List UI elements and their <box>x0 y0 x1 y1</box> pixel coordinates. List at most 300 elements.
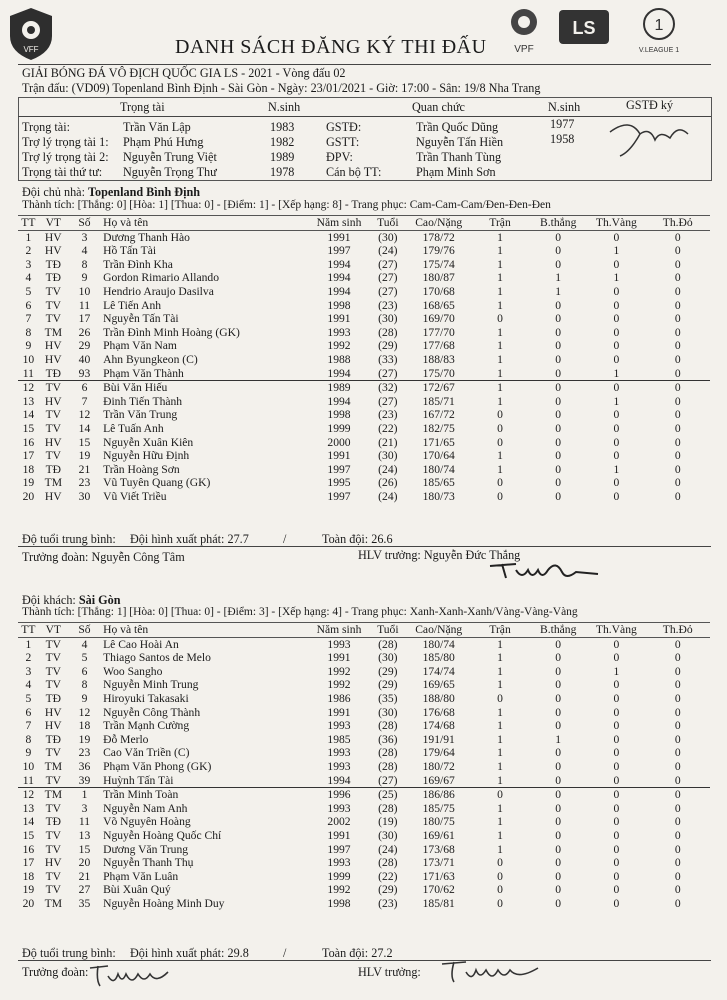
table-cell: (27) <box>378 773 398 787</box>
table-cell: 0 <box>674 257 681 271</box>
table-cell: 1991 <box>327 449 351 463</box>
table-cell: 0 <box>497 489 503 503</box>
table-cell: 1997 <box>327 489 351 503</box>
table-cell: TV <box>45 421 62 435</box>
table-cell: 13 <box>22 801 35 815</box>
home-team-name: Topenland Bình Định <box>88 185 201 199</box>
table-cell: 185/80 <box>422 651 455 665</box>
table-cell: TV <box>45 408 62 422</box>
table-cell: 1992 <box>327 664 351 678</box>
table-cell: 0 <box>674 476 681 490</box>
table-cell: (25) <box>369 788 406 802</box>
table-cell: 0 <box>555 746 562 760</box>
table-cell: 11 <box>78 298 91 312</box>
table-row <box>18 490 710 504</box>
svg-text:1: 1 <box>654 17 664 34</box>
table-cell: 1 <box>497 271 503 285</box>
table-cell: 21 <box>78 462 91 476</box>
table-cell: 1 <box>613 462 620 476</box>
away-manager: Trưởng đoàn: <box>22 965 89 979</box>
table-cell: Huỳnh Tấn Tài <box>103 773 174 787</box>
table-row <box>18 476 710 490</box>
table-cell: 0 <box>613 719 620 733</box>
table-cell: 0 <box>674 394 681 408</box>
table-cell: 0 <box>555 449 562 463</box>
table-cell: 0 <box>555 366 562 380</box>
table-cell: 0 <box>613 230 620 244</box>
table-cell: Nguyễn Hữu Định <box>103 449 190 463</box>
table-cell: HV <box>44 394 62 408</box>
table-row <box>18 665 710 679</box>
table-header-row <box>18 623 710 638</box>
staff-role: GSTĐ: <box>326 120 362 134</box>
table-cell: 1 <box>613 366 620 380</box>
table-cell: 1998 <box>327 408 351 422</box>
table-cell: TV <box>45 678 62 692</box>
table-cell: Nguyễn Hoàng Quốc Chí <box>103 828 222 842</box>
table-cell: 18 <box>78 719 91 733</box>
table-row <box>18 395 710 409</box>
table-cell: 1999 <box>327 869 351 883</box>
table-cell: (29) <box>378 664 398 678</box>
table-cell: 6 <box>25 705 32 719</box>
table-cell: 0 <box>674 284 681 298</box>
table-cell: 9 <box>81 271 88 285</box>
table-cell: Hendrio Araujo Dasilva <box>103 284 214 298</box>
table-cell: 169/61 <box>422 828 455 842</box>
table-cell: 1 <box>497 801 503 815</box>
table-cell: 5 <box>81 651 88 665</box>
table-cell: 8 <box>25 325 32 339</box>
column-header: Họ và tên <box>101 216 309 231</box>
table-cell: 1 <box>497 746 503 760</box>
away-avg-label: Độ tuổi trung bình: <box>22 946 116 960</box>
home-players-table <box>18 215 710 503</box>
table-cell: 0 <box>555 298 562 312</box>
header-dob: N.sinh <box>268 100 301 114</box>
table-cell: 0 <box>674 856 681 870</box>
table-cell: Dương Văn Trung <box>103 842 189 856</box>
table-cell: 191/91 <box>422 732 455 746</box>
table-cell: 1 <box>497 637 503 651</box>
table-cell: 0 <box>674 896 681 910</box>
table-cell: 0 <box>529 381 587 395</box>
table-cell: 1 <box>497 339 503 353</box>
table-cell: 0 <box>613 298 620 312</box>
table-cell: 185/65 <box>422 476 455 490</box>
table-cell: 23 <box>78 746 91 760</box>
table-cell: 1994 <box>327 394 351 408</box>
table-row <box>18 883 710 897</box>
away-coach: HLV trưởng: <box>358 965 421 979</box>
table-cell: 0 <box>674 815 681 829</box>
referee-name: Nguyễn Trung Việt <box>123 150 217 164</box>
table-cell: Nguyễn Xuân Kiên <box>103 435 194 449</box>
table-cell: (28) <box>378 637 398 651</box>
table-cell: (30) <box>378 828 398 842</box>
table-cell: 3 <box>81 230 88 244</box>
table-cell: Bùi Văn Hiếu <box>101 381 309 395</box>
table-cell: 0 <box>613 691 620 705</box>
table-cell: 0 <box>555 244 562 258</box>
home-coach-signature <box>486 556 606 586</box>
table-row <box>18 312 710 326</box>
table-row <box>18 746 710 760</box>
table-cell: 1993 <box>327 746 351 760</box>
table-cell: (28) <box>378 801 398 815</box>
table-cell: 6 <box>25 298 32 312</box>
table-cell: 0 <box>613 759 620 773</box>
table-cell: Hồ Tấn Tài <box>103 244 157 258</box>
table-cell: Phạm Văn Luân <box>103 869 179 883</box>
match-info: Trận đấu: (VD09) Topenland Bình Định - Sài Gòn - Ngày: 23/01/2021 - Giờ: 17:00 - Sân: 19/8 Nha Trang <box>22 81 541 95</box>
header-referee: Trọng tài <box>120 100 165 114</box>
table-cell: TV <box>45 312 62 326</box>
table-cell: 15 <box>78 842 91 856</box>
table-cell: 0 <box>613 869 620 883</box>
table-cell: (28) <box>378 325 398 339</box>
table-cell: TV <box>45 637 62 651</box>
table-cell: 0 <box>613 828 620 842</box>
table-cell: (22) <box>378 421 398 435</box>
table-cell: 1991 <box>327 828 351 842</box>
table-cell: (24) <box>378 842 398 856</box>
table-row <box>18 678 710 692</box>
referee-role: Trọng tài thứ tư: <box>22 165 103 179</box>
table-cell: 0 <box>674 828 681 842</box>
table-cell: Trần Văn Trung <box>103 408 178 422</box>
table-cell: 39 <box>78 773 91 787</box>
table-cell: 1 <box>613 271 620 285</box>
table-cell: 1 <box>497 462 503 476</box>
table-cell: 0 <box>555 408 562 422</box>
table-cell: 0 <box>674 312 681 326</box>
table-cell: 4 <box>81 637 88 651</box>
table-row <box>18 436 710 450</box>
table-cell: 0 <box>674 705 681 719</box>
table-cell: 188/83 <box>422 352 455 366</box>
table-cell: 1994 <box>327 257 351 271</box>
column-header: Th.Đỏ <box>645 623 710 638</box>
table-row <box>18 733 710 747</box>
table-cell: TM <box>39 788 68 802</box>
table-cell: TM <box>44 759 62 773</box>
table-cell: 1993 <box>327 801 351 815</box>
table-cell: 170/64 <box>422 449 455 463</box>
table-cell: 1993 <box>327 637 351 651</box>
table-cell: TV <box>39 381 68 395</box>
table-cell: 0 <box>613 815 620 829</box>
table-cell: 0 <box>674 651 681 665</box>
column-header: Năm sinh <box>309 216 369 231</box>
table-row <box>18 651 710 665</box>
referee-year: 1982 <box>270 135 295 149</box>
table-cell: Thiago Santos de Melo <box>103 651 211 665</box>
table-cell: 175/70 <box>422 366 455 380</box>
ls-logo-text: LS <box>572 18 596 38</box>
table-row <box>18 870 710 884</box>
table-cell: Võ Nguyên Hoàng <box>103 815 191 829</box>
table-cell: 30 <box>78 489 91 503</box>
table-cell: 19 <box>78 732 91 746</box>
table-cell: 13 <box>22 394 35 408</box>
table-row <box>18 381 710 395</box>
table-cell: 0 <box>555 678 562 692</box>
table-cell: 179/76 <box>422 244 455 258</box>
staff-role: ĐPV: <box>326 150 353 164</box>
table-cell: 0 <box>674 421 681 435</box>
table-cell: 4 <box>25 678 32 692</box>
table-cell: 29 <box>78 339 91 353</box>
table-cell: 1992 <box>327 883 351 897</box>
table-cell: 177/70 <box>422 325 455 339</box>
table-cell: 0 <box>613 732 620 746</box>
table-cell: 35 <box>78 896 91 910</box>
table-cell: 1992 <box>327 678 351 692</box>
table-cell: TV <box>45 828 62 842</box>
table-cell: 1991 <box>327 312 351 326</box>
table-cell: 0 <box>674 773 681 787</box>
table-cell: 8 <box>81 257 88 271</box>
table-cell: 2000 <box>327 435 351 449</box>
referee-role: Trọng tài: <box>22 120 70 134</box>
table-cell: 0 <box>555 435 562 449</box>
table-cell: 7 <box>81 394 88 408</box>
table-cell: (21) <box>378 435 398 449</box>
table-cell: 9 <box>25 746 32 760</box>
table-cell: 0 <box>674 244 681 258</box>
table-cell: 1993 <box>327 759 351 773</box>
table-cell: 172/67 <box>407 381 471 395</box>
away-manager-signature <box>88 960 178 990</box>
table-cell: 1 <box>613 394 620 408</box>
table-cell: 1999 <box>327 421 351 435</box>
table-cell: 169/70 <box>422 312 455 326</box>
table-cell: 0 <box>555 691 562 705</box>
table-cell: 0 <box>613 257 620 271</box>
table-cell: 1997 <box>327 842 351 856</box>
table-cell: (24) <box>378 489 398 503</box>
table-row <box>18 230 710 244</box>
table-cell: 0 <box>613 856 620 870</box>
table-cell: (27) <box>378 394 398 408</box>
table-cell: 3 <box>25 664 32 678</box>
referee-year: 1978 <box>270 165 295 179</box>
table-cell: 182/75 <box>422 421 455 435</box>
table-cell: 16 <box>22 842 35 856</box>
table-cell: 0 <box>555 705 562 719</box>
table-cell: 0 <box>674 230 681 244</box>
page-title: DANH SÁCH ĐĂNG KÝ THI ĐẤU <box>175 36 487 58</box>
column-header: Tuổi <box>369 623 406 638</box>
table-cell: HV <box>44 435 62 449</box>
table-cell: 0 <box>587 788 645 802</box>
table-cell: 1 <box>613 664 620 678</box>
staff-name: Nguyễn Tấn Hiền <box>416 135 504 149</box>
table-cell: 174/74 <box>422 664 455 678</box>
table-cell: HV <box>44 705 62 719</box>
table-cell: Nguyễn Thanh Thụ <box>103 856 194 870</box>
table-cell: (29) <box>378 678 398 692</box>
table-cell: Woo Sangho <box>103 664 163 678</box>
table-cell: 0 <box>555 773 562 787</box>
table-row <box>18 692 710 706</box>
table-cell: 8 <box>25 732 32 746</box>
table-cell: Phạm Văn Nam <box>103 339 177 353</box>
header-dob2: N.sinh <box>548 100 581 114</box>
away-avg-start: Đội hình xuất phát: 29.8 <box>130 946 249 960</box>
table-cell: 1 <box>497 705 503 719</box>
table-cell: 0 <box>497 883 503 897</box>
table-row <box>18 258 710 272</box>
table-cell: 0 <box>555 883 562 897</box>
table-cell: 19 <box>22 883 35 897</box>
table-cell: Ahn Byungkeon (C) <box>103 352 198 366</box>
table-row <box>18 339 710 353</box>
table-cell: 0 <box>555 651 562 665</box>
table-cell: 15 <box>22 828 35 842</box>
table-cell: (32) <box>369 381 406 395</box>
table-cell: 0 <box>674 435 681 449</box>
home-avg-label: Độ tuổi trung bình: <box>22 532 116 546</box>
column-header: Số <box>68 623 101 638</box>
table-cell: HV <box>44 719 62 733</box>
table-cell: (28) <box>378 759 398 773</box>
table-cell: 1 <box>25 637 32 651</box>
table-cell: HV <box>44 230 62 244</box>
table-cell: 1 <box>613 244 620 258</box>
table-cell: 1 <box>497 732 503 746</box>
table-cell: 176/68 <box>422 705 455 719</box>
table-cell: 0 <box>555 394 562 408</box>
table-cell: 0 <box>497 691 503 705</box>
table-cell: 0 <box>613 883 620 897</box>
referee-name: Phạm Phú Hưng <box>123 135 204 149</box>
table-cell: 20 <box>22 489 35 503</box>
column-header: Th.Vàng <box>587 216 645 231</box>
table-cell: 180/87 <box>422 271 455 285</box>
table-cell: 1 <box>497 719 503 733</box>
staff-year: 1977 <box>550 117 575 131</box>
table-cell: 0 <box>555 828 562 842</box>
table-cell: (28) <box>378 746 398 760</box>
gstd-signature <box>600 112 700 162</box>
table-cell: 1988 <box>327 352 351 366</box>
table-cell: 4 <box>25 271 32 285</box>
table-cell: TĐ <box>45 271 62 285</box>
table-cell: 186/86 <box>407 788 471 802</box>
home-manager: Trưởng đoàn: Nguyễn Công Tâm <box>22 550 185 564</box>
table-cell: Trần Đình Kha <box>103 257 173 271</box>
home-avg-all: Toàn đội: 26.6 <box>322 532 393 546</box>
table-cell: 16 <box>22 435 35 449</box>
table-cell: 1993 <box>327 856 351 870</box>
table-cell: (23) <box>378 896 398 910</box>
column-header: Số <box>68 216 101 231</box>
table-cell: 0 <box>674 298 681 312</box>
staff-year: 1958 <box>550 132 575 146</box>
table-cell: 1 <box>497 230 503 244</box>
table-cell: 14 <box>22 408 35 422</box>
table-cell: 0 <box>674 691 681 705</box>
table-cell: TĐ <box>45 732 62 746</box>
table-row <box>18 843 710 857</box>
referee-year: 1989 <box>270 150 295 164</box>
table-cell: 1 <box>497 366 503 380</box>
table-cell: (27) <box>378 366 398 380</box>
away-record: Thành tích: [Thắng: 1] [Hòa: 0] [Thua: 0] - [Điểm: 3] - [Xếp hạng: 4] - Trang phục: Xanh-Xanh-Xanh/Vàng-Vàng-Vàng <box>22 606 578 618</box>
table-cell: 0 <box>555 637 562 651</box>
table-cell: 0 <box>497 869 503 883</box>
table-cell: TV <box>45 842 62 856</box>
table-cell: TV <box>45 746 62 760</box>
table-cell: 0 <box>613 651 620 665</box>
table-cell: 1985 <box>327 732 351 746</box>
table-cell: TĐ <box>45 815 62 829</box>
table-cell: 0 <box>674 462 681 476</box>
table-cell: (30) <box>378 651 398 665</box>
column-header: Trận <box>471 216 529 231</box>
table-cell: 7 <box>25 719 32 733</box>
table-cell: 167/72 <box>422 408 455 422</box>
divider <box>18 546 711 547</box>
table-cell: (24) <box>378 244 398 258</box>
table-cell: 0 <box>471 788 529 802</box>
table-row <box>18 449 710 463</box>
table-cell: 1 <box>25 230 32 244</box>
table-cell: 0 <box>613 476 620 490</box>
table-cell: 180/72 <box>422 759 455 773</box>
table-cell: (33) <box>378 352 398 366</box>
table-cell: 0 <box>555 759 562 773</box>
column-header: B.thắng <box>529 216 587 231</box>
table-cell: 179/64 <box>422 746 455 760</box>
table-cell: 0 <box>613 746 620 760</box>
table-cell: 1 <box>497 325 503 339</box>
table-cell: TV <box>45 773 62 787</box>
table-cell: 12 <box>78 408 91 422</box>
table-row <box>18 271 710 285</box>
header-official: Quan chức <box>412 100 465 114</box>
table-cell: Nguyễn Tấn Tài <box>103 312 179 326</box>
table-cell: 0 <box>674 759 681 773</box>
table-cell: TV <box>45 883 62 897</box>
away-team-name: Sài Gòn <box>78 593 121 607</box>
table-cell: 2 <box>25 244 32 258</box>
table-cell: 6 <box>68 381 101 395</box>
table-cell: 180/74 <box>422 462 455 476</box>
table-cell: 0 <box>555 325 562 339</box>
table-cell: TV <box>45 801 62 815</box>
table-cell: 0 <box>497 408 503 422</box>
table-cell: TM <box>44 325 62 339</box>
table-cell: 10 <box>22 759 35 773</box>
table-cell: 1991 <box>327 230 351 244</box>
table-cell: 0 <box>587 381 645 395</box>
table-cell: 36 <box>78 759 91 773</box>
table-cell: TV <box>45 869 62 883</box>
table-cell: (30) <box>378 705 398 719</box>
table-cell: 0 <box>674 842 681 856</box>
table-cell: Nguyễn Hoàng Minh Duy <box>103 896 225 910</box>
table-cell: 1995 <box>327 476 351 490</box>
table-cell: TĐ <box>45 366 62 380</box>
table-cell: 19 <box>78 449 91 463</box>
table-cell: 0 <box>613 637 620 651</box>
table-row <box>18 802 710 816</box>
table-cell: 2002 <box>327 815 351 829</box>
table-row <box>18 815 710 829</box>
